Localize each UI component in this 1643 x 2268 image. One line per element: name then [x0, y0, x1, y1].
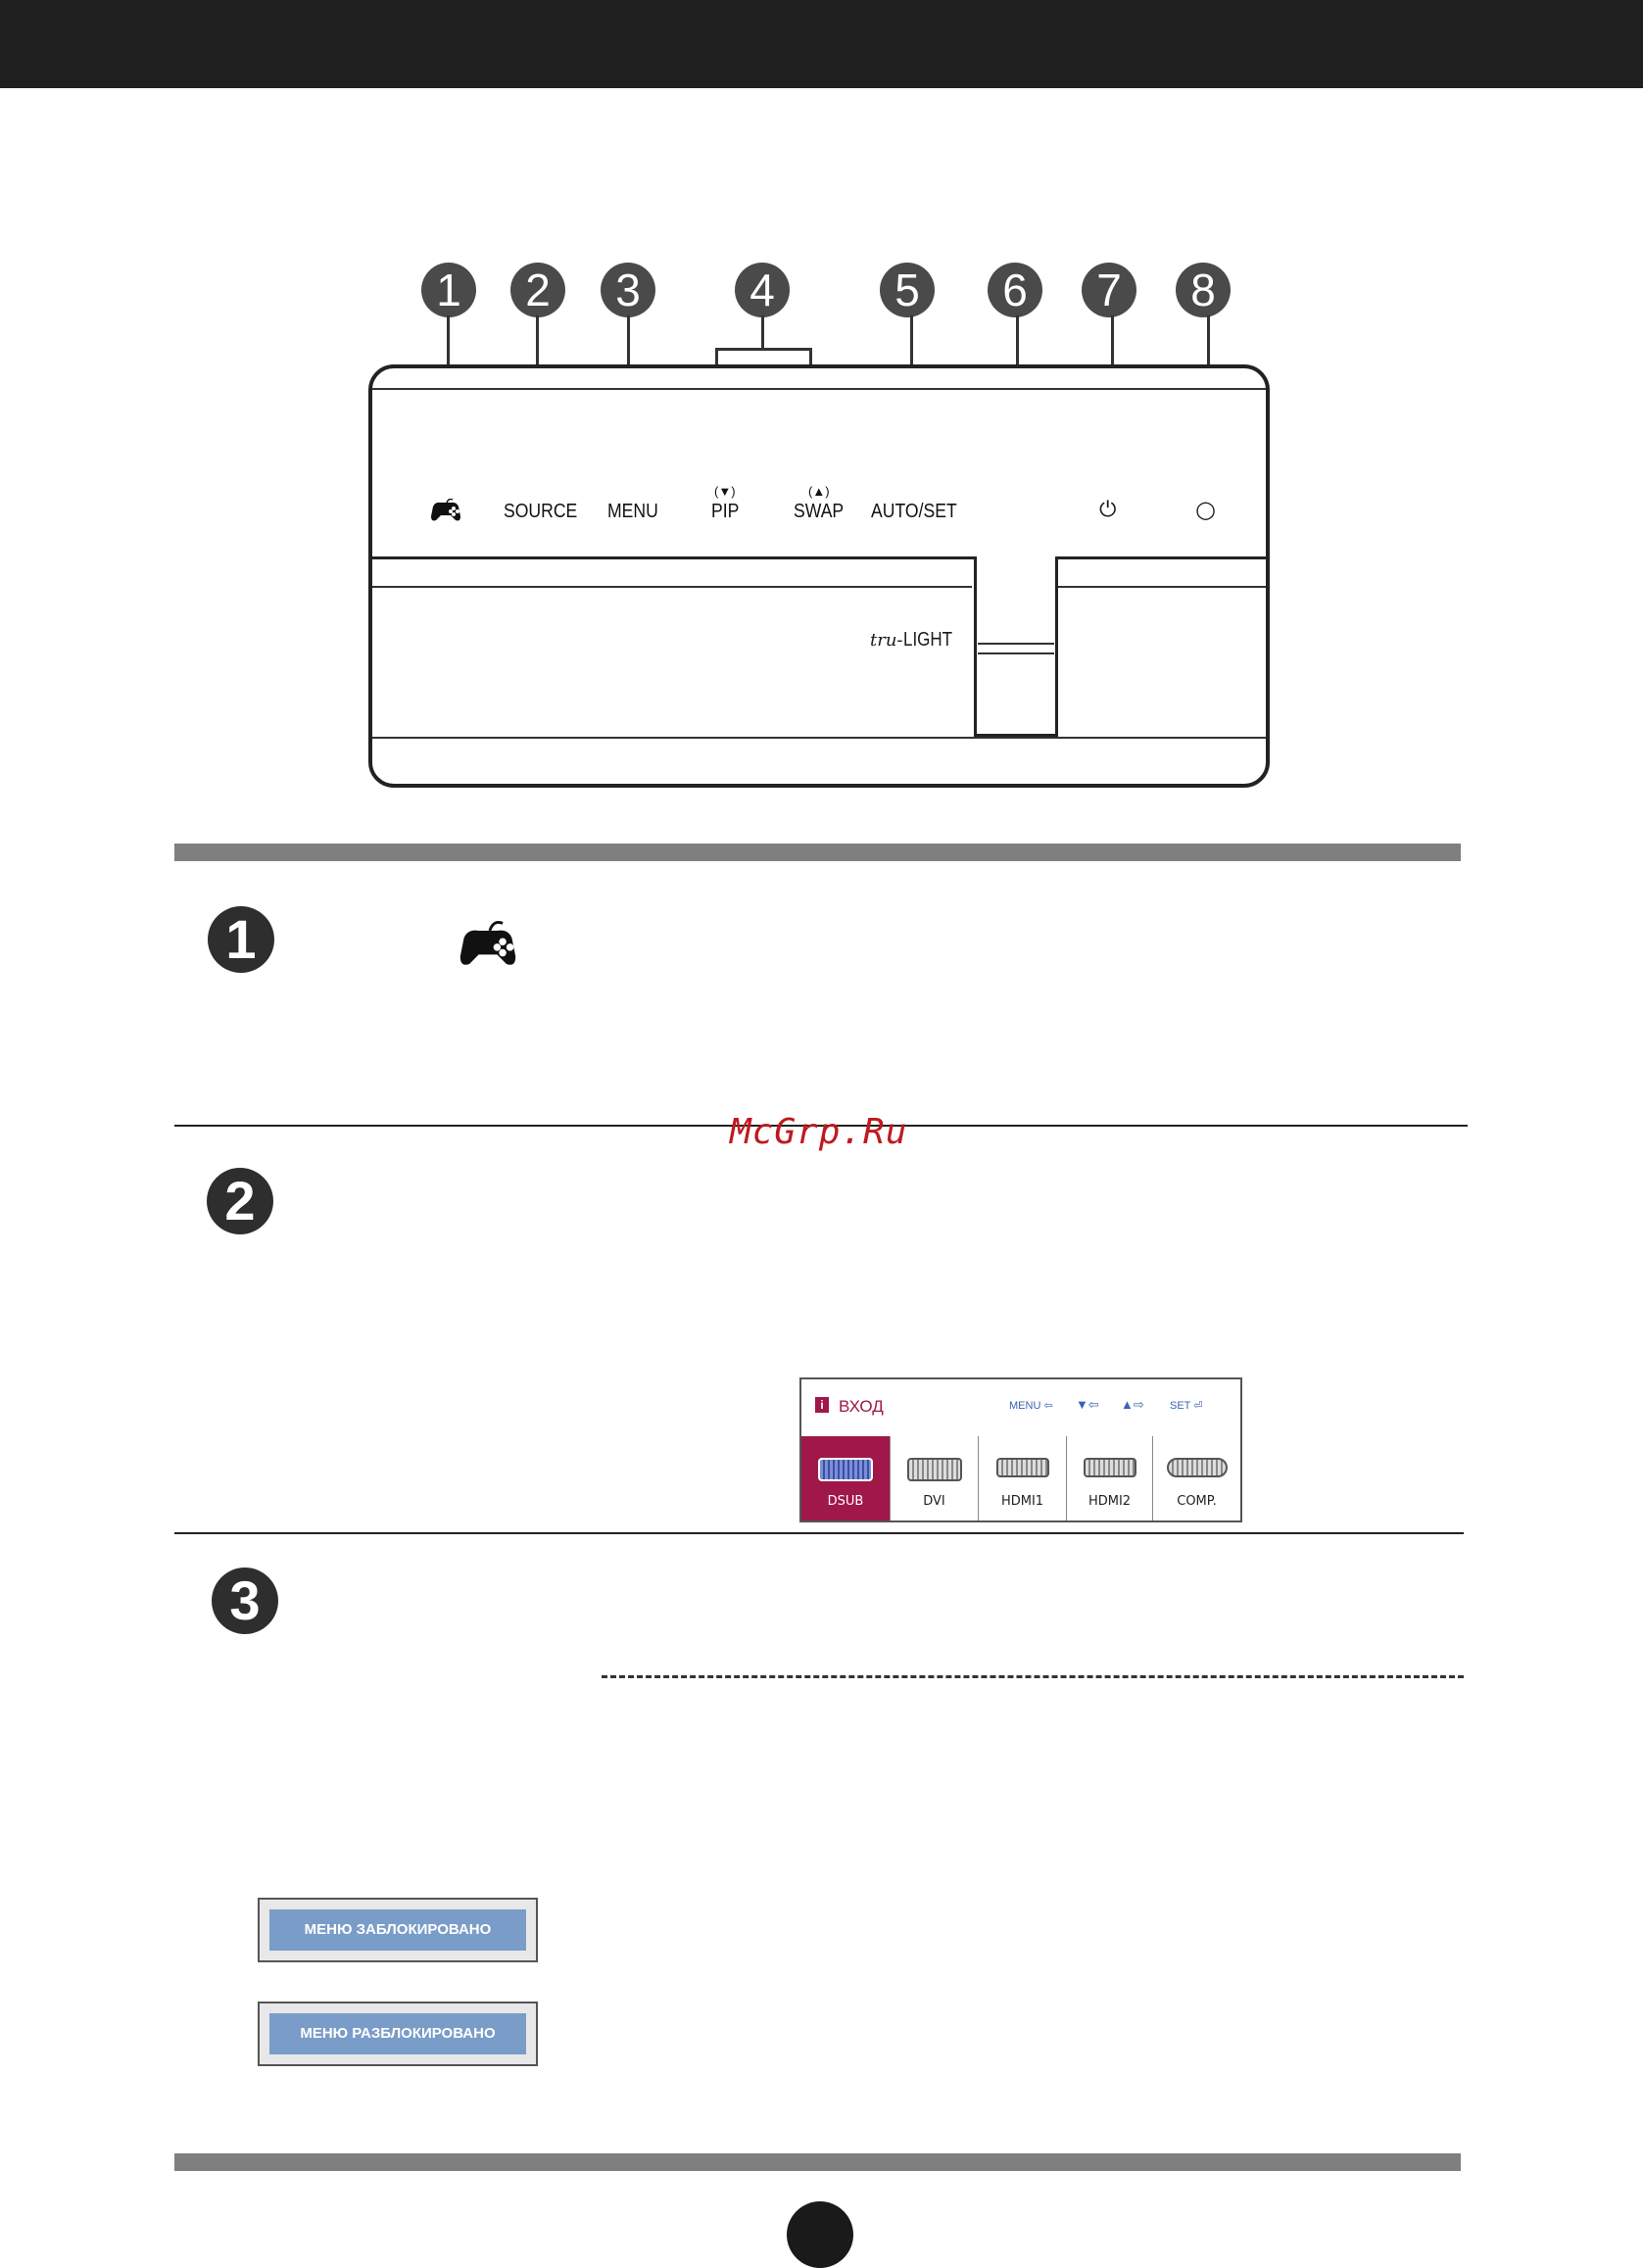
indicator-icon: ○ — [1195, 496, 1216, 523]
input-option-dsub[interactable]: DSUB — [801, 1436, 890, 1520]
menu-button-label[interactable]: MENU — [607, 501, 658, 522]
tru-light-logo — [870, 629, 960, 651]
section-1-number: 1 — [208, 906, 274, 973]
hdmi2-port-icon — [1084, 1458, 1136, 1477]
gamepad-icon[interactable] — [429, 499, 462, 529]
callout-4: 4 — [735, 263, 790, 317]
leader-line-4-bridge — [715, 348, 811, 351]
callout-2: 2 — [510, 263, 565, 317]
callout-6: 6 — [988, 263, 1042, 317]
osd-hint-down: ▼⇦ — [1076, 1397, 1099, 1412]
power-icon[interactable]: ⏻ — [1099, 498, 1117, 522]
callout-7: 7 — [1082, 263, 1136, 317]
exit-icon: ⇦ — [1043, 1400, 1053, 1412]
input-option-hdmi1[interactable]: HDMI1 — [978, 1436, 1066, 1520]
panel-sensor-window — [974, 556, 1058, 737]
menu-locked-text: МЕНЮ ЗАБЛОКИРОВАНО — [269, 1909, 526, 1951]
section-2-3-rule — [174, 1532, 1464, 1534]
section-bottom-bar — [174, 2153, 1461, 2171]
panel-button-strip-line — [372, 556, 1266, 559]
dsub-port-icon — [818, 1458, 873, 1481]
section-1-gamepad-icon — [457, 919, 519, 977]
section-top-bar — [174, 844, 1461, 861]
component-port-icon — [1167, 1458, 1228, 1477]
input-option-comp[interactable]: COMP. — [1152, 1436, 1240, 1520]
watermark: McGrp.Ru — [730, 1112, 908, 1152]
autoset-button-label[interactable]: AUTO/SET — [871, 501, 957, 522]
page-number-badge — [787, 2201, 853, 2268]
panel-bottom-line — [372, 737, 1266, 739]
hdmi1-port-icon — [996, 1458, 1049, 1477]
input-option-dvi[interactable]: DVI — [890, 1436, 978, 1520]
header-bar — [0, 0, 1643, 88]
dashed-divider — [602, 1675, 1464, 1678]
callout-5: 5 — [880, 263, 935, 317]
osd-title: ВХОД — [839, 1397, 884, 1416]
panel-top-line — [372, 388, 1266, 390]
panel-inner-line-right — [1058, 586, 1266, 588]
swap-arrow-hint: (▲) — [808, 484, 830, 499]
section-2-number: 2 — [207, 1168, 273, 1234]
info-icon: i — [815, 1397, 829, 1413]
pip-button-label[interactable]: PIP — [711, 501, 740, 522]
panel-inner-line — [372, 586, 972, 588]
control-panel-diagram — [368, 364, 1270, 788]
panel-sensor-line — [978, 643, 1054, 645]
section-3-number: 3 — [212, 1568, 278, 1634]
swap-button-label[interactable]: SWAP — [794, 501, 845, 522]
dvi-port-icon — [907, 1458, 962, 1481]
menu-locked-message — [258, 1898, 538, 1962]
osd-input-menu — [799, 1377, 1242, 1522]
input-option-hdmi2[interactable]: HDMI2 — [1066, 1436, 1152, 1520]
callout-1: 1 — [421, 263, 476, 317]
menu-unlocked-text: МЕНЮ РАЗБЛОКИРОВАНО — [269, 2013, 526, 2054]
osd-hint-up: ▲⇨ — [1121, 1397, 1144, 1412]
menu-unlocked-message — [258, 2002, 538, 2066]
callout-3: 3 — [601, 263, 655, 317]
osd-hint-set: SET ⏎ — [1170, 1400, 1203, 1412]
panel-sensor-line-2 — [978, 652, 1054, 654]
tru-light-script: tru- — [870, 630, 903, 651]
pip-arrow-hint: (▼) — [714, 484, 736, 499]
leader-line-4-stem — [761, 315, 764, 349]
osd-hint-menu: MENU ⇦ — [1009, 1400, 1053, 1412]
tru-light-text: LIGHT — [902, 629, 952, 651]
callout-8: 8 — [1176, 263, 1231, 317]
source-button-label[interactable]: SOURCE — [504, 501, 578, 522]
enter-icon: ⏎ — [1193, 1400, 1203, 1412]
